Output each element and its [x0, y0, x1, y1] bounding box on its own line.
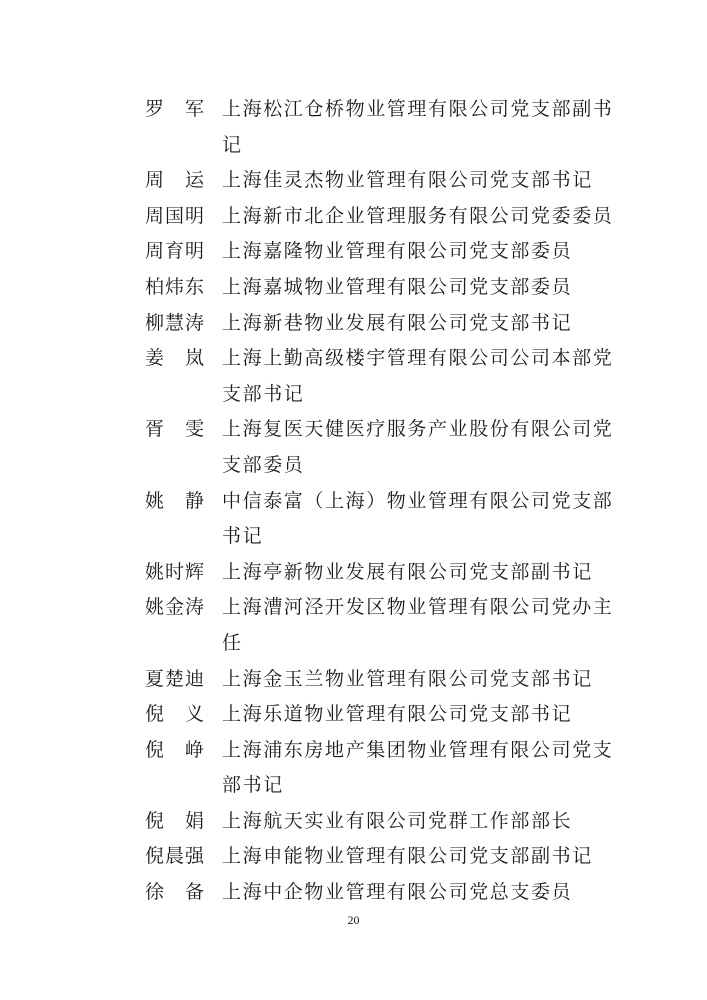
member-list [145, 92, 615, 911]
list-item [145, 92, 615, 163]
list-item [145, 199, 615, 235]
member-name: 周育明 [145, 240, 206, 263]
page-number: 20 [347, 913, 360, 927]
list-item [145, 804, 615, 840]
list-item [145, 234, 615, 270]
member-role: 上海松江仓桥物业管理有限公司党支部副书记 [222, 98, 614, 156]
list-item [145, 270, 615, 306]
member-role: 中信泰富（上海）物业管理有限公司党支部书记 [222, 489, 614, 548]
member-name: 姚 静 [145, 489, 206, 512]
list-item [145, 839, 615, 875]
member-role: 上海新巷物业发展有限公司党支部书记 [222, 311, 573, 334]
member-role: 上海乐道物业管理有限公司党支部书记 [222, 703, 573, 726]
list-item [145, 662, 615, 698]
member-name: 姚金涛 [145, 596, 206, 619]
member-role: 上海佳灵杰物业管理有限公司党支部书记 [222, 169, 593, 192]
member-role: 上海复医天健医疗服务产业股份有限公司党支部委员 [222, 418, 614, 476]
list-item [145, 412, 615, 483]
member-role: 上海中企物业管理有限公司党总支委员 [222, 881, 573, 904]
member-name: 胥 雯 [145, 418, 206, 441]
member-role: 上海上勤高级楼宇管理有限公司公司本部党支部书记 [222, 347, 614, 405]
member-name: 倪 峥 [145, 738, 206, 761]
list-item [145, 875, 615, 911]
member-role: 上海金玉兰物业管理有限公司党支部书记 [222, 667, 593, 690]
member-name: 柏炜东 [145, 275, 206, 298]
member-name: 倪 义 [145, 703, 206, 726]
list-item [145, 306, 615, 342]
member-role: 上海新市北企业管理服务有限公司党委委员 [222, 204, 614, 227]
list-item [145, 697, 615, 733]
member-name: 夏楚迪 [145, 667, 206, 690]
member-name: 周 运 [145, 169, 206, 192]
member-name: 周国明 [145, 204, 206, 227]
member-role: 上海嘉隆物业管理有限公司党支部委员 [222, 240, 573, 263]
member-name: 徐 备 [145, 881, 206, 904]
member-role: 上海浦东房地产集团物业管理有限公司党支部书记 [222, 738, 614, 797]
member-name: 倪 娟 [145, 809, 206, 832]
member-role: 上海申能物业管理有限公司党支部副书记 [222, 845, 593, 868]
member-role: 上海嘉城物业管理有限公司党支部委员 [222, 275, 573, 298]
list-item [145, 590, 615, 661]
member-name: 罗 军 [145, 98, 206, 120]
member-name: 姜 岚 [145, 347, 206, 370]
member-name: 倪晨强 [145, 845, 206, 868]
member-name: 柳慧涛 [145, 311, 206, 334]
list-item [145, 484, 615, 555]
list-item [145, 341, 615, 412]
list-item [145, 733, 615, 804]
member-name: 姚时辉 [145, 560, 206, 583]
list-item [145, 163, 615, 199]
member-role: 上海漕河泾开发区物业管理有限公司党办主任 [222, 596, 614, 654]
member-role: 上海航天实业有限公司党群工作部部长 [222, 809, 573, 832]
list-item [145, 555, 615, 591]
member-role: 上海亭新物业发展有限公司党支部副书记 [222, 560, 593, 583]
